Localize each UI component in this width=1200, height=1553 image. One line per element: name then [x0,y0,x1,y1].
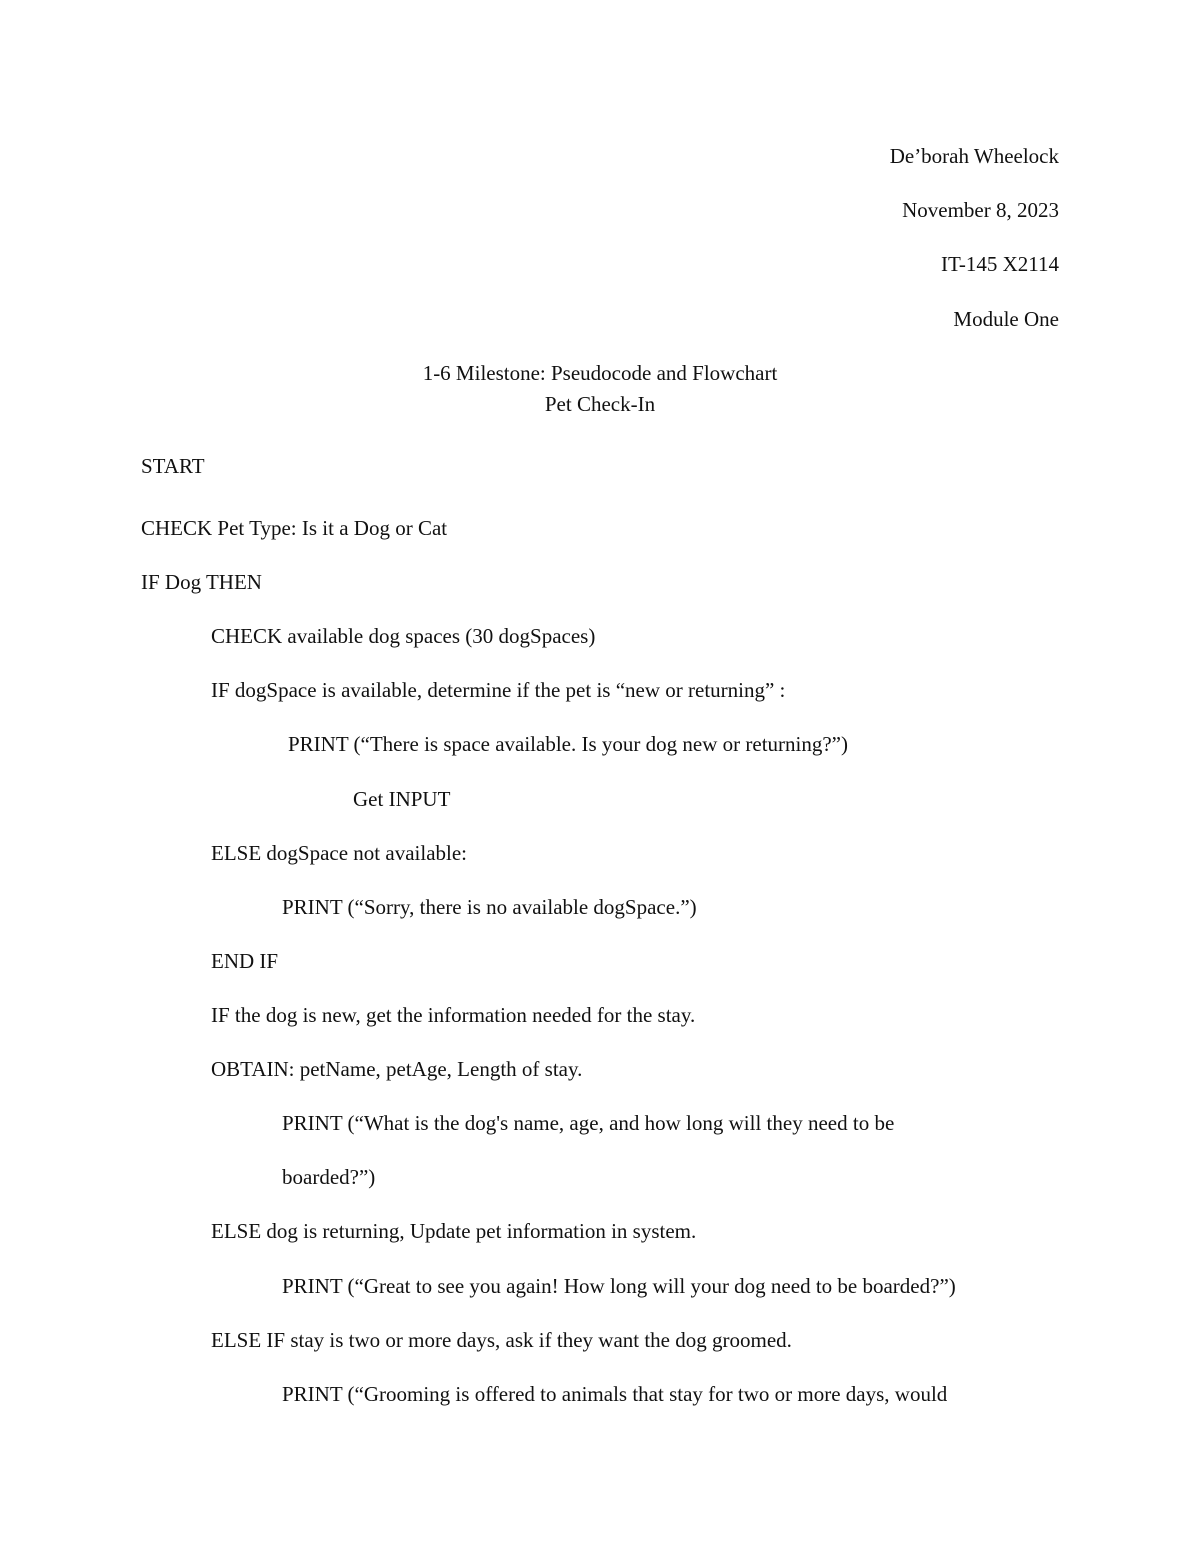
pseudocode-line: PRINT (“Grooming is offered to animals that stay for two or more days, would [282,1382,948,1406]
pseudocode-line: OBTAIN: petName, petAge, Length of stay. [211,1057,583,1081]
pseudocode-line: ELSE dog is returning, Update pet information in system. [211,1219,697,1243]
pseudocode-line: START [141,454,205,478]
pseudocode-line: IF Dog THEN [141,570,262,594]
pseudocode-line: Get INPUT [353,787,451,811]
document-title: 1-6 Milestone: Pseudocode and Flowchart [422,361,778,385]
module-name: Module One [953,307,1059,331]
author-name: De’borah Wheelock [889,144,1059,168]
pseudocode-line: boarded?”) [282,1165,376,1189]
pseudocode-line: END IF [211,949,279,973]
course-code: IT-145 X2114 [940,252,1059,276]
date: November 8, 2023 [902,198,1059,222]
pseudocode-line: PRINT (“Sorry, there is no available dogSpace.”) [282,895,697,919]
document-subtitle: Pet Check-In [544,392,656,416]
pseudocode-line: CHECK available dog spaces (30 dogSpaces) [211,624,596,648]
pseudocode-line: IF dogSpace is available, determine if the pet is “new or returning” : [211,678,786,702]
pseudocode-line: PRINT (“There is space available. Is your dog new or returning?”) [288,732,848,756]
pseudocode-line: ELSE IF stay is two or more days, ask if they want the dog groomed. [211,1328,792,1352]
pseudocode-line: PRINT (“Great to see you again! How long will your dog need to be boarded?”) [282,1274,956,1298]
pseudocode-line: IF the dog is new, get the information needed for the stay. [211,1003,696,1027]
pseudocode-line: ELSE dogSpace not available: [211,841,468,865]
pseudocode-line: PRINT (“What is the dog's name, age, and how long will they need to be [282,1111,895,1135]
pseudocode-line: CHECK Pet Type: Is it a Dog or Cat [141,516,448,540]
